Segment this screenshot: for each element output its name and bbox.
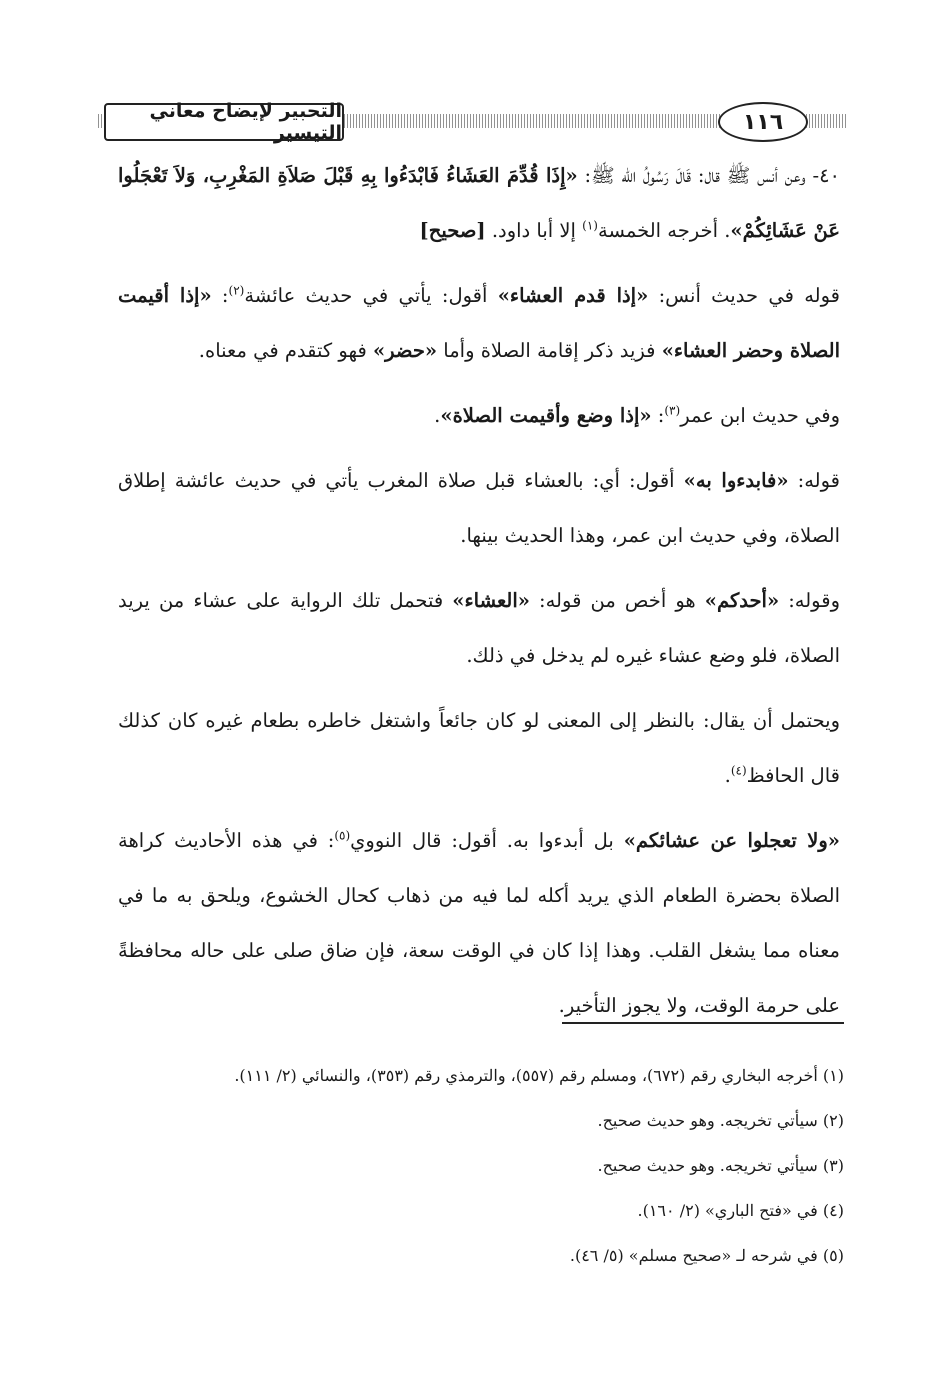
hadith-source: . أخرجه الخمسة [597,219,731,242]
hadith-text: «إِذَا قُدِّمَ العَشَاءُ فَابْدَءُوا بِهِ قَبْلَ صَلاَةِ المَغْرِبِ، وَلاَ تَعْجَلُوا عَنْ عَشَائِكُمْ» [118,164,840,242]
commentary-paragraph [118,388,840,443]
page-number: ١١٦ [718,102,808,142]
text-run: وقوله: [779,589,840,612]
text-run: قوله في حديث أنس: [648,284,840,307]
text-run: : [211,284,229,307]
hadith-source-cont: إلا أبا داود. [485,219,583,242]
footnote-ref: (٤) [730,763,747,778]
quoted-term: «فابدءوا به» [683,469,789,492]
quoted-term: «إذا أقيمت الصلاة وحضر العشاء» [118,284,840,362]
running-title: التحبير لإيضاح معاني التيسير [104,103,344,141]
quoted-term: «أحدكم» [704,589,780,612]
footnote-ref: (٢) [228,283,245,298]
text-run: . [434,404,441,427]
text-run: : [651,404,665,427]
footnote-ref: (٣) [664,403,681,418]
hadith-paragraph [118,148,840,258]
text-run: وفي حديث ابن عمر [680,404,840,427]
page-header [98,98,848,146]
footnote-item: (٢) سيأتي تخريجه. وهو حديث صحيح. [597,1111,844,1130]
text-run: فهو كتقدم في معناه. [198,339,373,362]
commentary-paragraph [118,268,840,378]
footnote-item: (١) أخرجه البخاري رقم (٦٧٢)، ومسلم رقم (٥٥٧)، والترمذي رقم (٣٥٣)، والنسائي (٢/ ١١١). [234,1066,844,1085]
commentary-paragraph [118,453,840,563]
footnote-ref: (١) [582,218,598,233]
text-run: أقول: يأتي في حديث عائشة [244,284,498,307]
quoted-term: «إذا وضع وأقيمت الصلاة» [440,404,652,427]
text-run: ويحتمل أن يقال: بالنظر إلى المعنى لو كان جائعاً واشتغل خاطره بطعام غيره كان كذلك قال الحافظ [118,709,840,787]
text-run: : في هذه الأحاديث كراهة الصلاة بحضرة الطعام الذي يريد أكله لما فيه من ذهاب كحال الخشوع، ويلحق به ما في معناه مما يشغل القلب. وهذا إذا كان في الوقت سعة، فإن ضاق صلى على حاله محافظةً على حرمة الوقت، ولا يجوز التأخير. [118,829,840,1017]
footnotes [110,1053,844,1278]
footnote-item: (٤) في «فتح الباري» (٢/ ١٦٠). [637,1201,844,1220]
hadith-intro: ٤٠- وعن أنس ﷺ قال: قَالَ رَسُولُ الله ﷺ: [577,164,841,187]
footnote-item: (٥) في شرحه لـ «صحيح مسلم» (٥/ ٤٦). [569,1246,844,1265]
main-text [118,148,840,1043]
commentary-paragraph [118,573,840,683]
hadith-grade: [صحيح] [419,219,486,242]
commentary-paragraph [118,813,840,1033]
footnote-divider [562,1022,844,1024]
quoted-term: «العشاء» [452,589,530,612]
quoted-term: «إذا قدم العشاء» [497,284,649,307]
commentary-paragraph [118,693,840,803]
text-run: فزيد ذكر إقامة الصلاة وأما [437,339,662,362]
text-run: . [724,764,731,787]
text-run: هو أخص من قوله: [529,589,705,612]
text-run: فتحمل تلك الرواية على عشاء من يريد الصلاة، فلو وضع عشاء غيره لم يدخل في ذلك. [118,589,840,667]
footnote-item: (٣) سيأتي تخريجه. وهو حديث صحيح. [597,1156,844,1175]
quoted-term: «حضر» [372,339,438,362]
footnote-ref: (٥) [334,828,351,843]
quoted-term: «ولا تعجلوا عن عشائكم» [623,829,840,852]
text-run: أقول: أي: بالعشاء قبل صلاة المغرب يأتي في حديث عائشة إطلاق الصلاة، وفي حديث ابن عمر، وهذا الحديث بينها. [118,469,840,547]
text-run: قوله: [788,469,841,492]
text-run: بل أبدءوا به. أقول: قال النووي [350,829,624,852]
